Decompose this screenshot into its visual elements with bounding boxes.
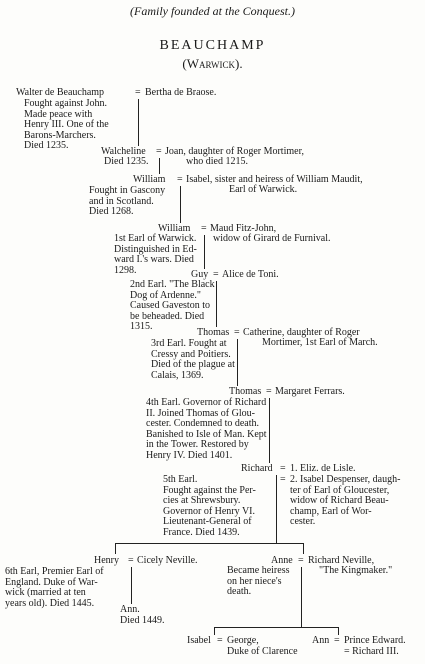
isabel-despenser-name: 2. Isabel Despenser, daugh- ter of Earl of Gloucester, widow of Richard Beau- champ, Earl of Wor- cester.: [290, 474, 401, 527]
marriage-sign: =: [201, 223, 207, 234]
marriage-sign: =: [234, 327, 240, 338]
william-earl-name: William: [158, 223, 191, 234]
marriage-sign: =: [177, 174, 183, 185]
joan-note: who died 1215.: [186, 156, 248, 167]
marriage-sign: =: [217, 635, 223, 646]
ann-husbands-names: Prince Edward. = Richard III.: [344, 635, 406, 657]
descent-line: [303, 543, 304, 554]
sibling-bracket: [115, 543, 304, 544]
catherine-name: Catherine, daughter of Roger: [243, 327, 360, 338]
isabel-name: Isabel: [187, 635, 211, 646]
kingmaker-note: "The Kingmaker.": [319, 565, 393, 576]
thomas-name: Thomas: [197, 327, 230, 338]
margaret-name: Margaret Ferrars.: [275, 386, 345, 397]
marriage-sign: =: [156, 146, 162, 157]
walter-name: Walter de Beauchamp: [16, 87, 105, 98]
maud-note: widow of Girard de Furnival.: [213, 233, 331, 244]
marriage-sign: =: [280, 474, 286, 485]
alice-name: Alice de Toni.: [222, 269, 279, 280]
page-caption: (Family founded at the Conquest.): [130, 4, 295, 18]
thomas-4th-name: Thomas: [229, 386, 262, 397]
william-note: Fought in Gascony and in Scotland. Died 1268.: [89, 185, 166, 217]
walcheline-name: Walcheline: [101, 146, 146, 157]
marriage-sign: =: [266, 386, 272, 397]
descent-line: [115, 543, 116, 554]
guy-note: 2nd Earl. "The Black Dog of Ardenne." Caused Gaveston to be beheaded. Died 1315.: [130, 279, 215, 332]
marriage-sign: =: [280, 463, 286, 474]
catherine-note: Mortimer, 1st Earl of March.: [262, 337, 378, 348]
marriage-sign: =: [213, 269, 219, 280]
george-clarence-name: George, Duke of Clarence: [227, 635, 298, 657]
family-subtitle: (Warwick).: [182, 56, 243, 71]
anne-name: Anne: [271, 555, 293, 566]
descent-line: [338, 627, 339, 635]
richard-neville-name: Richard Neville,: [308, 555, 375, 566]
descent-line: [269, 398, 270, 463]
guy-name: Guy: [191, 269, 209, 280]
marriage-sign: =: [298, 555, 304, 566]
joan-name: Joan, daughter of Roger Mortimer,: [165, 146, 305, 157]
walcheline-note: Died 1235.: [104, 156, 149, 167]
thomas-4th-note: 4th Earl. Governor of Richard II. Joined Thomas of Glou- cester. Condemned to death. Banished to Isle of Man. Kept in the Tower. Restored by Henry IV. Died 1401.: [146, 397, 267, 461]
sibling-bracket: [214, 627, 339, 628]
william-name: William: [133, 174, 166, 185]
eliz-de-lisle-name: 1. Eliz. de Lisle.: [290, 463, 356, 474]
cicely-name: Cicely Neville.: [137, 555, 198, 566]
ann-daughter-name: Ann. Died 1449.: [120, 604, 165, 626]
descent-line: [214, 627, 215, 635]
descent-line: [180, 186, 181, 223]
ann-name: Ann: [312, 635, 330, 646]
anne-note: Became heiress on her niece's death.: [227, 565, 290, 597]
richard-note: 5th Earl. Fought against the Per- cies at Shrewsbury. Governor of Henry VI. Lieutenant-General of France. Died 1439.: [163, 474, 256, 538]
maud-name: Maud Fitz-John,: [210, 223, 277, 234]
bertha-name: Bertha de Braose.: [145, 87, 217, 98]
marriage-sign: =: [128, 555, 134, 566]
henry-name: Henry: [94, 555, 119, 566]
marriage-sign: =: [135, 87, 141, 98]
marriage-sign: =: [334, 635, 340, 646]
descent-line: [301, 567, 302, 627]
thomas-note: 3rd Earl. Fought at Cressy and Poitiers. Died of the plague at Calais, 1369.: [151, 338, 235, 381]
descent-line: [204, 235, 205, 269]
family-title: BEAUCHAMP: [159, 38, 266, 53]
descent-line: [138, 99, 139, 146]
isabel-maudit-note: Earl of Warwick.: [229, 184, 298, 195]
william-earl-note: 1st Earl of Warwick. Distinguished in Ed- ward I.'s wars. Died 1298.: [114, 233, 197, 276]
descent-line: [237, 339, 238, 386]
henry-note: 6th Earl, Premier Earl of England. Duke of War- wick (married at ten years old). Died 1445.: [5, 566, 104, 609]
isabel-maudit-name: Isabel, sister and heiress of William Maudit,: [186, 174, 363, 185]
walter-note: Fought against John. Made peace with Henry III. One of the Barons-Marchers. Died 1235.: [24, 98, 109, 151]
descent-line: [216, 281, 217, 327]
descent-line: [131, 567, 132, 604]
descent-line: [159, 158, 160, 174]
richard-name: Richard: [241, 463, 273, 474]
descent-line: [276, 475, 277, 543]
